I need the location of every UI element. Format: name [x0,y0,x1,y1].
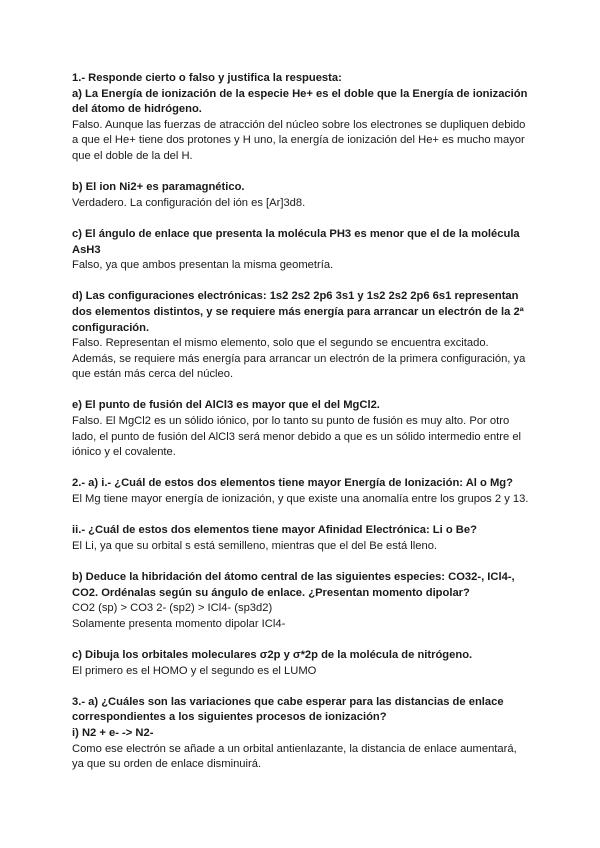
question-block [72,289,542,383]
question-line: ii.- ¿Cuál de estos dos elementos tiene mayor Afinidad Electrónica: Li o Be? [72,524,477,537]
answer-line: Además, se requiere más energía para arrancar un electrón de la primera configuración, ya [72,352,526,365]
paragraph-spacer [72,508,542,524]
question-line: correspondientes a los siguientes procesos de ionización? [72,711,387,724]
question-block [72,476,542,507]
question-line: del átomo de hidrógeno. [72,103,202,116]
question-line: a) La Energía de ionización de la especie He+ es el doble que la Energía de ionización [72,87,528,100]
question-line: 2.- a) i.- ¿Cuál de estos dos elementos tiene mayor Energía de Ionización: Al o Mg? [72,477,513,490]
question-line: c) Dibuja los orbitales moleculares σ2p y σ*2p de la molécula de nitrógeno. [72,648,473,661]
paragraph-spacer [72,383,542,399]
question-block [72,523,542,554]
answer-line: CO2 (sp) > CO3 2- (sp2) > ICl4- (sp3d2) [72,602,273,615]
question-line: CO2. Ordénalas según su ángulo de enlace. ¿Presentan momento dipolar? [72,586,470,599]
answer-line: Verdadero. La configuración del ión es [Ar]3d8. [72,196,306,209]
question-line: c) El ángulo de enlace que presenta la molécula PH3 es menor que el de la molécula [72,227,520,240]
question-block [72,695,542,773]
question-line: d) Las configuraciones electrónicas: 1s2 2s2 2p6 3s1 y 1s2 2s2 2p6 6s1 representan [72,290,519,303]
paragraph-spacer [72,679,542,695]
answer-line: iónico y el covalente. [72,446,176,459]
question-line: b) Deduce la hibridación del átomo central de las siguientes especies: CO32-, ICl4-, [72,571,515,583]
answer-line: Como ese electrón se añade a un orbital antienlazante, la distancia de enlace aumentará, [72,742,517,755]
question-block [72,648,542,679]
question-block [72,71,542,165]
answer-line: Solamente presenta momento dipolar ICl4- [72,617,286,630]
document-content [72,71,542,773]
paragraph-spacer [72,211,542,227]
paragraph-spacer [72,165,542,181]
answer-line: El primero es el HOMO y el segundo es el LUMO [72,664,317,677]
paragraph-spacer [72,554,542,570]
question-block [72,570,542,632]
paragraph-spacer [72,461,542,477]
paragraph-spacer [72,274,542,290]
question-block [72,227,542,274]
answer-line: Falso. El MgCl2 es un sólido iónico, por lo tanto su punto de fusión es muy alto. Por otro [72,415,510,428]
answer-line: que están más cerca del núcleo. [72,368,234,381]
question-line: e) El punto de fusión del AlCl3 es mayor que el del MgCl2. [72,399,380,412]
question-block [72,398,542,460]
answer-line: Falso, ya que ambos presentan la misma geometría. [72,259,334,272]
answer-line: Falso. Aunque las fuerzas de atracción del núcleo sobre los electrones se dupliquen debido [72,118,526,131]
question-line: AsH3 [72,243,101,256]
answer-line: a que el He+ tiene dos protones y H uno, la energía de ionización del He+ es mucho mayor [72,134,525,147]
answer-line: lado, el punto de fusión del AlCl3 será menor debido a que es un sólido intermedio entre el [72,430,522,443]
question-line: dos elementos distintos, y se requiere más energía para arrancar un electrón de la 2ª [72,305,524,318]
answer-line: El Li, ya que su orbital s está semilleno, mientras que el del Be está lleno. [72,539,438,552]
answer-line: Falso. Representan el mismo elemento, solo que el segundo se encuentra excitado. [72,337,489,350]
answer-line: que el doble de la del H. [72,149,193,162]
question-block [72,180,542,211]
answer-line: ya que su orden de enlace disminuirá. [72,758,262,771]
answer-line: El Mg tiene mayor energía de ionización, y que existe una anomalía entre los grupos 2 y 13. [72,493,529,506]
paragraph-spacer [72,632,542,648]
question-line: 3.- a) ¿Cuáles son las variaciones que cabe esperar para las distancias de enlace [72,695,504,708]
question-line: b) El ion Ni2+ es paramagnético. [72,181,245,194]
question-line: 1.- Responde cierto o falso y justifica la respuesta: [72,72,342,84]
question-line: configuración. [72,321,150,334]
question-line: i) N2 + e- -> N2- [72,726,154,739]
